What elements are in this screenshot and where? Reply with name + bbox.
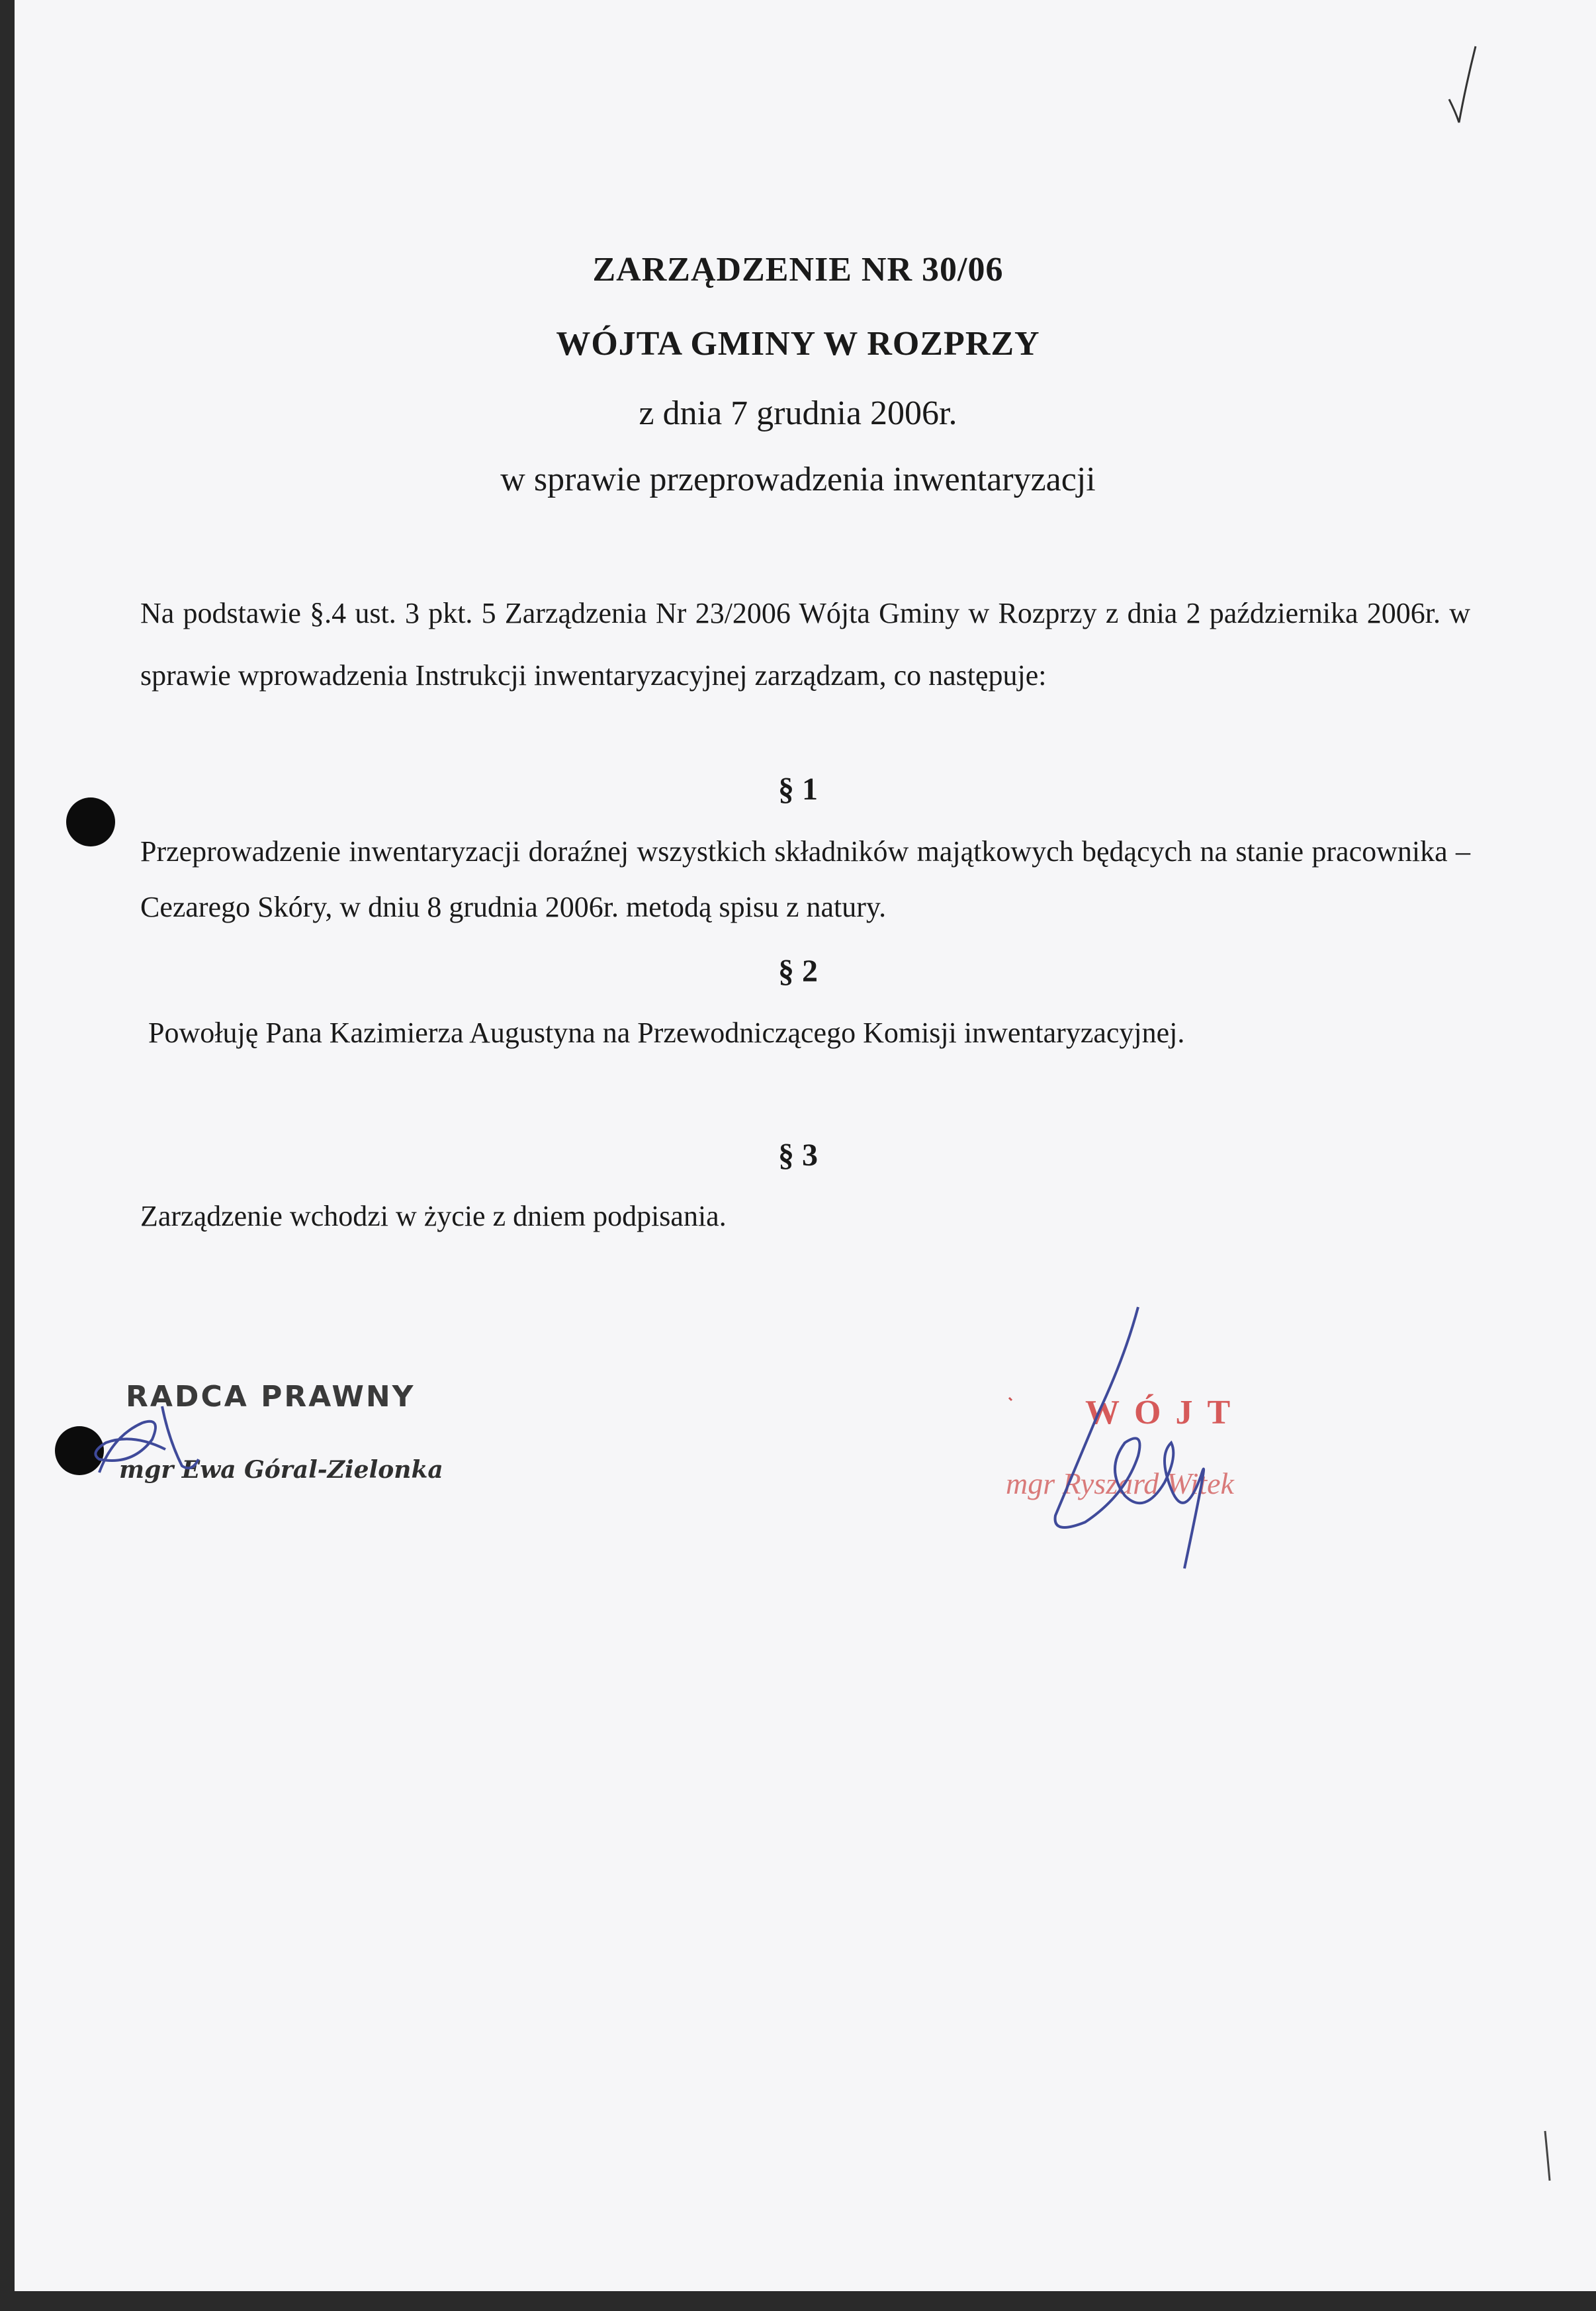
section-1-mark: § 1 [778,772,818,807]
section-3-mark: § 3 [778,1138,818,1173]
legal-counsel-stamp-title: RADCA PRAWNY [126,1380,416,1414]
preamble-paragraph: Na podstawie §.4 ust. 3 pkt. 5 Zarządzenia Nr 23/2006 Wójta Gminy w Rozprzy z dnia 2 października 2006r. w sprawie wprowadzenia Instrukcji inwentaryzacyjnej zarządzam, co następuje: [140,597,1470,692]
section-3-text: Zarządzenie wchodzi w życie z dniem podpisania. [140,1200,727,1232]
issuer-title: WÓJTA GMINY W ROZPRZY [556,325,1040,363]
mayor-stamp-title: WÓJT [1085,1394,1245,1431]
section-2-mark: § 2 [778,954,818,989]
punch-hole-top [66,797,115,846]
legal-counsel-stamp [119,1380,490,1512]
section-1-text: Przeprowadzenie inwentaryzacji doraźnej wszystkich składników majątkowych będących na stanie pracownika – Cezarego Skóry, w dniu 8 grudnia 2006r. metodą spisu z natury. [140,835,1470,923]
punch-hole-bottom [55,1426,104,1475]
document-date: z dnia 7 grudnia 2006r. [639,394,957,432]
section-2-text: Powołuję Pana Kazimierza Augustyna na Przewodniczącego Komisji inwentaryzacyjnej. [148,1017,1185,1049]
legal-counsel-stamp-name: mgr Ewa Góral-Zielonka [119,1456,443,1484]
document-title: ZARZĄDZENIE NR 30/06 [592,251,1004,289]
mayor-stamp-name: mgr Ryszard Witek [1006,1467,1234,1500]
mayor-stamp [993,1393,1337,1539]
scan-border-bottom [0,2291,1596,2311]
document-subject: w sprawie przeprowadzenia inwentaryzacji [500,461,1096,498]
